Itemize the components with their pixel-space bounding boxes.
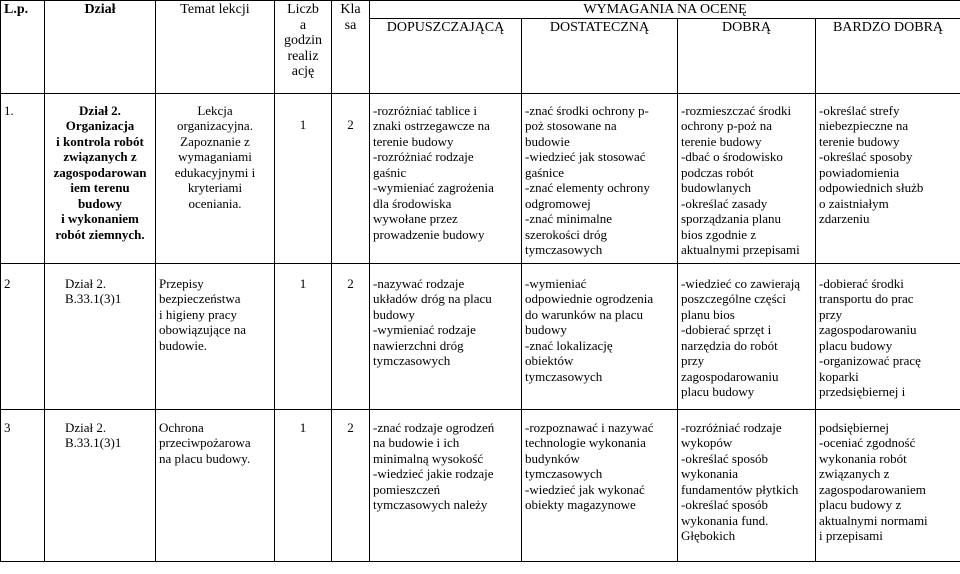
row-bardzo-dobra: -dobierać środki transportu do prac przy zagospodarowaniu placu budowy -organizować pracę koparki przedsiębiernej i <box>816 263 960 409</box>
header-wymagania: WYMAGANIA NA OCENĘ <box>370 1 960 19</box>
row-klasa: 2 <box>332 409 370 561</box>
row-dostateczna: -rozpoznawać i nazywać technologie wykonania budynków tymczasowych -wiedzieć jak wykonać obiekty magazynowe <box>522 409 678 561</box>
row-bardzo-dobra: podsiębiernej -oceniać zgodność wykonania robót związanych z zagospodarowaniem placu budowy z aktualnymi normami i przepisami <box>816 409 960 561</box>
row-temat: Przepisy bezpieczeństwa i higieny pracy obowiązujące na budowie. <box>156 263 275 409</box>
table-row <box>1 409 960 561</box>
header-temat: Temat lekcji <box>156 1 275 94</box>
header-dopuszczajaca: DOPUSZCZAJĄCĄ <box>370 18 522 93</box>
row-dzial: Dział 2. B.33.1(3)1 <box>45 409 156 561</box>
row-godziny: 1 <box>275 93 332 263</box>
header-lp: L.p. <box>1 1 45 94</box>
header-liczba-godzin: Liczb a godzin realiz ację <box>275 1 332 94</box>
row-temat: Lekcja organizacyjna. Zapoznanie z wymaganiami edukacyjnymi i kryteriami oceniania. <box>156 93 275 263</box>
row-dzial: Dział 2. Organizacja i kontrola robót związanych z zagospodarowan iem terenu budowy i wykonaniem robót ziemnych. <box>45 93 156 263</box>
row-dobra: -wiedzieć co zawierają poszczególne części planu bios -dobierać sprzęt i narzędzia do robót przy zagospodarowaniu placu budowy <box>678 263 816 409</box>
table-row <box>1 93 960 263</box>
row-dopuszczajaca: -rozróżniać tablice i znaki ostrzegawcze na terenie budowy -rozróżniać rodzaje gaśnic -wymieniać zagrożenia dla środowiska wywołane przez prowadzenie budowy <box>370 93 522 263</box>
row-dobra: -rozróżniać rodzaje wykopów -określać sposób wykonania fundamentów płytkich -określać sposób wykonania fund. Głębokich <box>678 409 816 561</box>
row-bardzo-dobra: -określać strefy niebezpieczne na terenie budowy -określać sposoby powiadomienia odpowiednich służb o zaistniałym zdarzeniu <box>816 93 960 263</box>
row-godziny: 1 <box>275 409 332 561</box>
table-row <box>1 263 960 409</box>
row-klasa: 2 <box>332 263 370 409</box>
row-dopuszczajaca: -nazywać rodzaje układów dróg na placu budowy -wymieniać rodzaje nawierzchni dróg tymczasowych <box>370 263 522 409</box>
header-dobra: DOBRĄ <box>678 18 816 93</box>
row-dopuszczajaca: -znać rodzaje ogrodzeń na budowie i ich minimalną wysokość -wiedzieć jakie rodzaje pomieszczeń tymczasowych należy <box>370 409 522 561</box>
row-dobra: -rozmieszczać środki ochrony p-poż na terenie budowy -dbać o środowisko podczas robót budowlanych -określać zasady sporządzania planu bios zgodnie z aktualnymi przepisami <box>678 93 816 263</box>
header-klasa: Kla sa <box>332 1 370 94</box>
row-temat: Ochrona przeciwpożarowa na placu budowy. <box>156 409 275 561</box>
header-row-top <box>1 1 960 19</box>
row-lp: 3 <box>1 409 45 561</box>
header-dzial: Dział <box>45 1 156 94</box>
header-bardzo-dobra: BARDZO DOBRĄ <box>816 18 960 93</box>
row-dostateczna: -znać środki ochrony p- poż stosowane na budowie -wiedzieć jak stosować gaśnice -znać elementy ochrony odgromowej -znać minimalne szerokości dróg tymczasowych <box>522 93 678 263</box>
row-klasa: 2 <box>332 93 370 263</box>
row-godziny: 1 <box>275 263 332 409</box>
header-dostateczna: DOSTATECZNĄ <box>522 18 678 93</box>
row-lp: 2 <box>1 263 45 409</box>
row-dzial: Dział 2. B.33.1(3)1 <box>45 263 156 409</box>
row-dostateczna: -wymieniać odpowiednie ogrodzenia do warunków na placu budowy -znać lokalizację obiektów tymczasowych <box>522 263 678 409</box>
row-lp: 1. <box>1 93 45 263</box>
